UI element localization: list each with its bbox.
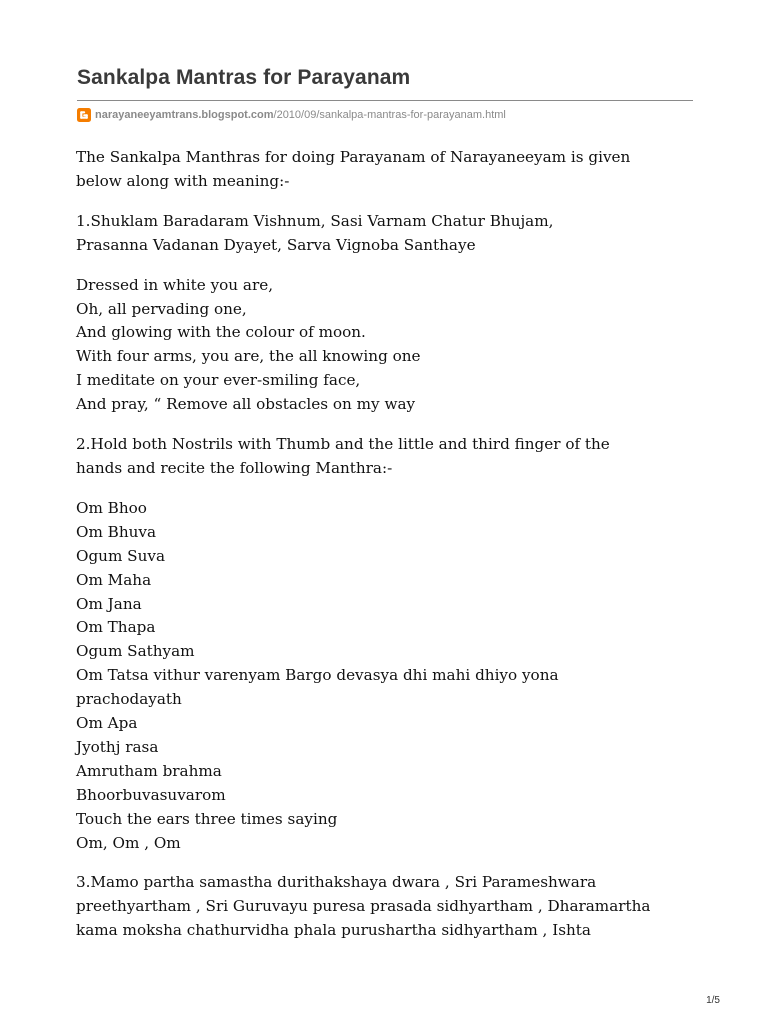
text-line: prachodayath [76,690,182,709]
text-line: 3.Mamo partha samastha durithakshaya dwara , Sri Parameshwara [76,873,597,892]
text-line: And glowing with the colour of moon. [76,323,366,342]
text-line: Om, Om , Om [76,833,181,852]
paragraph [76,274,696,417]
text-line: Om Tatsa vithur varenyam Bargo devasya dhi mahi dhiyo yona [76,666,559,685]
paragraph [76,871,696,943]
text-line: Bhoorbuvasuvarom [76,785,226,804]
document-body [76,146,696,959]
text-line: Dressed in white you are, [76,275,274,294]
text-line: Om Maha [76,570,152,589]
paragraph [76,146,696,194]
text-line: Om Bhoo [76,498,147,517]
text-line: Amrutham brahma [76,761,222,780]
text-line: Oh, all pervading one, [76,299,247,318]
paragraph [76,210,696,258]
text-line: below along with meaning:- [76,171,290,190]
source-path: /2010/09/sankalpa-mantras-for-parayanam.html [273,109,506,121]
paragraph [76,497,696,856]
text-line: 1.Shuklam Baradaram Vishnum, Sasi Varnam Chatur Bhujam, [76,211,554,230]
text-line: 2.Hold both Nostrils with Thumb and the little and third finger of the [76,435,610,454]
text-line: Prasanna Vadanan Dyayet, Sarva Vignoba Santhaye [76,235,476,254]
text-line: kama moksha chathurvidha phala purushartha sidhyartham , Ishta [76,921,591,940]
paragraph [76,433,696,481]
title-divider [77,100,693,101]
text-line: The Sankalpa Manthras for doing Parayanam of Narayaneeyam is given [76,148,631,166]
text-line: With four arms, you are, the all knowing one [76,347,421,366]
text-line: Jyothj rasa [76,737,159,756]
text-line: And pray, “ Remove all obstacles on my way [76,395,416,414]
source-domain: narayaneeyamtrans.blogspot.com [95,109,274,121]
source-link[interactable] [77,106,506,124]
text-line: hands and recite the following Manthra:- [76,458,393,477]
text-line: Om Jana [76,594,142,613]
text-line: Om Bhuva [76,522,157,541]
page-number: 1/5 [706,995,720,1006]
text-line: I meditate on your ever-smiling face, [76,371,361,390]
page-title: Sankalpa Mantras for Parayanam [77,66,411,89]
text-line: Om Apa [76,714,138,733]
text-line: Ogum Suva [76,546,166,565]
text-line: preethyartham , Sri Guruvayu puresa prasada sidhyartham , Dharamartha [76,897,651,916]
blogger-icon [77,108,91,122]
text-line: Om Thapa [76,618,156,637]
text-line: Touch the ears three times saying [76,809,338,828]
text-line: Ogum Sathyam [76,642,195,661]
